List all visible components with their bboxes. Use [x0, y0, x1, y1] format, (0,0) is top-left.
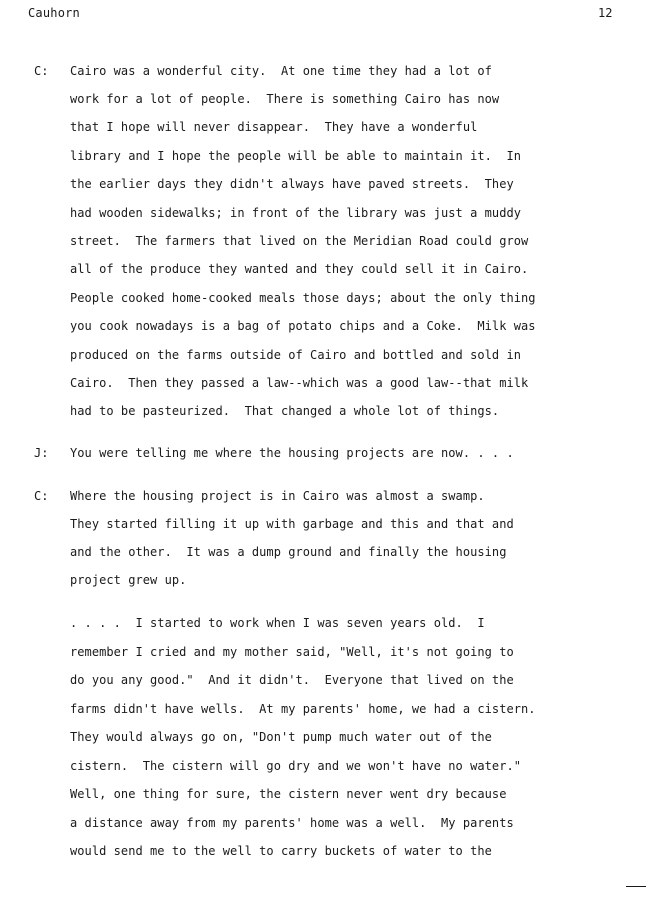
text-line: You were telling me where the housing projects are now. . . .	[70, 446, 514, 460]
text-line: They would always go on, "Don't pump much water out of the	[70, 730, 492, 744]
text-line: Well, one thing for sure, the cistern never went dry because	[70, 787, 507, 801]
text-line: Cairo. Then they passed a law--which was a good law--that milk	[70, 376, 529, 390]
text-line: People cooked home-cooked meals those days; about the only thing	[70, 291, 536, 305]
text-line: do you any good." And it didn't. Everyone that lived on the	[70, 673, 514, 687]
text-line: cistern. The cistern will go dry and we won't have no water."	[70, 759, 522, 773]
header-interviewee-name: Cauhorn	[28, 6, 80, 20]
text-line: all of the produce they wanted and they could sell it in Cairo.	[70, 262, 529, 276]
text-line: you cook nowadays is a bag of potato chips and a Coke. Milk was	[70, 319, 536, 333]
text-line: produced on the farms outside of Cairo and bottled and sold in	[70, 348, 522, 362]
speaker-label: J:	[34, 446, 49, 460]
speaker-label: C:	[34, 489, 49, 503]
text-line: farms didn't have wells. At my parents' home, we had a cistern.	[70, 702, 536, 716]
header-page-number: 12	[598, 6, 613, 20]
text-line: street. The farmers that lived on the Meridian Road could grow	[70, 234, 529, 248]
text-line: work for a lot of people. There is something Cairo has now	[70, 92, 500, 106]
text-line: library and I hope the people will be able to maintain it. In	[70, 149, 522, 163]
text-line: had wooden sidewalks; in front of the library was just a muddy	[70, 206, 522, 220]
text-line: They started filling it up with garbage and this and that and	[70, 517, 514, 531]
text-line: . . . . I started to work when I was seven years old. I	[70, 616, 485, 630]
text-line: Where the housing project is in Cairo was almost a swamp.	[70, 489, 485, 503]
text-line: the earlier days they didn't always have paved streets. They	[70, 177, 514, 191]
text-line: that I hope will never disappear. They have a wonderful	[70, 120, 478, 134]
text-line: would send me to the well to carry buckets of water to the	[70, 844, 492, 858]
text-line: had to be pasteurized. That changed a whole lot of things.	[70, 404, 500, 418]
text-line: remember I cried and my mother said, "Well, it's not going to	[70, 645, 514, 659]
text-line: project grew up.	[70, 573, 187, 587]
text-line: a distance away from my parents' home was a well. My parents	[70, 816, 514, 830]
speaker-label: C:	[34, 64, 49, 78]
page-edge-mark	[626, 886, 646, 887]
text-line: and the other. It was a dump ground and finally the housing	[70, 545, 507, 559]
text-line: Cairo was a wonderful city. At one time they had a lot of	[70, 64, 492, 78]
